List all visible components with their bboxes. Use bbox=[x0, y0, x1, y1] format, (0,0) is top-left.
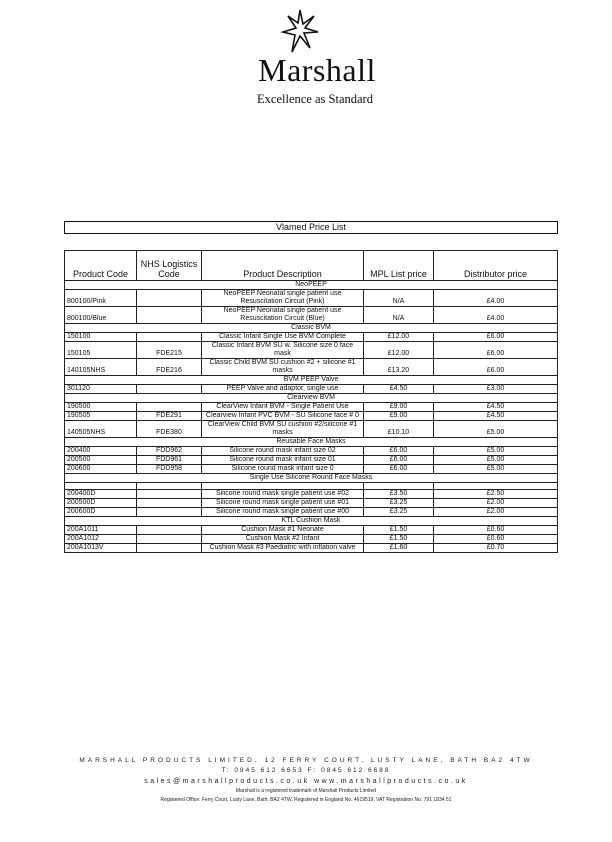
product-code: 150105 bbox=[65, 342, 137, 359]
section-row bbox=[65, 394, 558, 403]
product-code: 190505 bbox=[65, 412, 137, 421]
distributor-price: £0.60 bbox=[434, 526, 558, 535]
nhs-code bbox=[137, 333, 202, 342]
product-description: Classic Infant BVM SU w. Silicone size 0 face mask bbox=[202, 342, 364, 359]
nhs-code: FDD962 bbox=[137, 447, 202, 456]
section-name: BVM PEEP Valve bbox=[65, 376, 558, 385]
distributor-price bbox=[434, 483, 558, 490]
product-description: Silicone round mask infant size 02 bbox=[202, 447, 364, 456]
section-row bbox=[65, 376, 558, 385]
table-body bbox=[65, 281, 558, 553]
product-code: 200600D bbox=[65, 508, 137, 517]
product-code: 150100 bbox=[65, 333, 137, 342]
product-description: Cushion Mask #3 Paediatric with inflation valve bbox=[202, 544, 364, 553]
product-description: Classic Infant Single Use BVM Complete bbox=[202, 333, 364, 342]
mpl-price: £1.50 bbox=[364, 535, 434, 544]
distributor-price: £5.00 bbox=[434, 421, 558, 438]
nhs-code bbox=[137, 535, 202, 544]
distributor-price: £0.60 bbox=[434, 535, 558, 544]
mpl-price: N/A bbox=[364, 307, 434, 324]
distributor-price: £6.00 bbox=[434, 359, 558, 376]
table-row bbox=[65, 483, 558, 490]
product-code: 200400D bbox=[65, 490, 137, 499]
section-row bbox=[65, 324, 558, 333]
table-row bbox=[65, 456, 558, 465]
table-row bbox=[65, 290, 558, 307]
mpl-price: £1.60 bbox=[364, 544, 434, 553]
footer-web: sales@marshallproducts.co.uk www.marshallproducts.co.uk bbox=[144, 778, 468, 785]
product-description: NeoPEEP Neonatal single patient use Resuscitation Circuit (Blue) bbox=[202, 307, 364, 324]
table-row bbox=[65, 412, 558, 421]
section-name: Classic BVM bbox=[65, 324, 558, 333]
mpl-price: £3.25 bbox=[364, 508, 434, 517]
nhs-code: FDE380 bbox=[137, 421, 202, 438]
product-code: 140105NHS bbox=[65, 359, 137, 376]
table-row bbox=[65, 403, 558, 412]
nhs-code bbox=[137, 544, 202, 553]
column-header: Product Code bbox=[65, 251, 137, 281]
mpl-price: £13.20 bbox=[364, 359, 434, 376]
section-row bbox=[65, 517, 558, 526]
distributor-price: £5.00 bbox=[434, 465, 558, 474]
product-description: Silicone round mask single patient use #00 bbox=[202, 508, 364, 517]
footer-registered-office: Registered Office: Ferry Court, Lusty Lane, Bath, BA2 4TW. Registered in England No. 4619519. VAT Registration No. 791 1834 51 bbox=[160, 797, 452, 803]
table-row bbox=[65, 508, 558, 517]
footer-phone: T: 0845 612 6653 F: 0845 612 6688 bbox=[221, 767, 391, 774]
table-row bbox=[65, 333, 558, 342]
distributor-price: £5.00 bbox=[434, 456, 558, 465]
footer-address: MARSHALL PRODUCTS LIMITED, 12 FERRY COURT, LUSTY LANE, BATH BA2 4TW bbox=[79, 757, 533, 764]
table-row bbox=[65, 421, 558, 438]
mpl-price: £6.00 bbox=[364, 465, 434, 474]
mpl-price: £3.25 bbox=[364, 499, 434, 508]
star-logo-icon bbox=[280, 8, 320, 56]
product-code: 200A1012 bbox=[65, 535, 137, 544]
nhs-code bbox=[137, 490, 202, 499]
product-description: Silicone round mask infant size 01 bbox=[202, 456, 364, 465]
product-description: ClearView Child BVM SU cushion #2/silicone #1 masks bbox=[202, 421, 364, 438]
table-row bbox=[65, 385, 558, 394]
table-header-row bbox=[65, 251, 558, 281]
mpl-price: £12.00 bbox=[364, 333, 434, 342]
distributor-price: £2.50 bbox=[434, 490, 558, 499]
table-row bbox=[65, 307, 558, 324]
distributor-price: £0.70 bbox=[434, 544, 558, 553]
distributor-price: £5.00 bbox=[434, 447, 558, 456]
nhs-code: FDD958 bbox=[137, 465, 202, 474]
mpl-price: £10.10 bbox=[364, 421, 434, 438]
column-header: Distributor price bbox=[434, 251, 558, 281]
nhs-code: FDE216 bbox=[137, 359, 202, 376]
table-row bbox=[65, 359, 558, 376]
product-code: 200600 bbox=[65, 465, 137, 474]
nhs-code bbox=[137, 290, 202, 307]
section-name: Reusable Face Masks bbox=[65, 438, 558, 447]
nhs-code bbox=[137, 483, 202, 490]
product-code: 200500 bbox=[65, 456, 137, 465]
price-table bbox=[64, 250, 558, 553]
table-row bbox=[65, 526, 558, 535]
product-description: Silicone round mask single patient use #01 bbox=[202, 499, 364, 508]
nhs-code bbox=[137, 385, 202, 394]
section-row bbox=[65, 281, 558, 290]
product-code: 200A1011 bbox=[65, 526, 137, 535]
distributor-price: £6.00 bbox=[434, 333, 558, 342]
brand-tagline: Excellence as Standard bbox=[257, 92, 373, 106]
column-header: MPL List price bbox=[364, 251, 434, 281]
product-code: 200A1013V bbox=[65, 544, 137, 553]
product-description bbox=[202, 483, 364, 490]
table-row bbox=[65, 490, 558, 499]
product-description: Cushion Mask #1 Neonate bbox=[202, 526, 364, 535]
column-header: Product Description bbox=[202, 251, 364, 281]
table-row bbox=[65, 447, 558, 456]
nhs-code: FDE215 bbox=[137, 342, 202, 359]
mpl-price: £9.00 bbox=[364, 412, 434, 421]
distributor-price: £4.50 bbox=[434, 412, 558, 421]
footer-trademark: Marshall is a registered trademark of Marshall Products Limited bbox=[235, 788, 377, 794]
distributor-price: £2.00 bbox=[434, 499, 558, 508]
product-code: 200500D bbox=[65, 499, 137, 508]
distributor-price: £3.00 bbox=[434, 385, 558, 394]
section-name: NeoPEEP bbox=[65, 281, 558, 290]
nhs-code bbox=[137, 499, 202, 508]
section-name: Clearview BVM bbox=[65, 394, 558, 403]
product-description: Cushion Mask #2 Infant bbox=[202, 535, 364, 544]
table-row bbox=[65, 342, 558, 359]
nhs-code: FDE291 bbox=[137, 412, 202, 421]
nhs-code bbox=[137, 403, 202, 412]
section-row bbox=[65, 438, 558, 447]
product-code: 301120 bbox=[65, 385, 137, 394]
distributor-price: £4.50 bbox=[434, 403, 558, 412]
company-logo bbox=[240, 8, 390, 108]
product-code: 190500 bbox=[65, 403, 137, 412]
distributor-price: £2.00 bbox=[434, 508, 558, 517]
product-code: 140505NHS bbox=[65, 421, 137, 438]
mpl-price bbox=[364, 483, 434, 490]
nhs-code bbox=[137, 307, 202, 324]
distributor-price: £4.00 bbox=[434, 307, 558, 324]
table-row bbox=[65, 544, 558, 553]
table-row bbox=[65, 535, 558, 544]
distributor-price: £4.00 bbox=[434, 290, 558, 307]
nhs-code bbox=[137, 526, 202, 535]
mpl-price: £1.50 bbox=[364, 526, 434, 535]
mpl-price: £6.00 bbox=[364, 456, 434, 465]
product-description: Classic Child BVM SU cushion #2 + silicone #1 masks bbox=[202, 359, 364, 376]
section-name: KTL Cushion Mask bbox=[65, 517, 558, 526]
product-code: 200400 bbox=[65, 447, 137, 456]
mpl-price: £12.00 bbox=[364, 342, 434, 359]
footer bbox=[50, 756, 562, 805]
table-row bbox=[65, 499, 558, 508]
price-list-title: Vlamed Price List bbox=[64, 221, 558, 234]
product-code bbox=[65, 483, 137, 490]
section-name: Single Use Silicone Round Face Masks bbox=[65, 474, 558, 483]
mpl-price: £4.50 bbox=[364, 385, 434, 394]
distributor-price: £6.00 bbox=[434, 342, 558, 359]
product-description: Silicone round mask single patient use #02 bbox=[202, 490, 364, 499]
product-description: PEEP Valve and adaptor, single use bbox=[202, 385, 364, 394]
brand-name: Marshall bbox=[258, 52, 376, 88]
product-description: Silicone round mask infant size 0 bbox=[202, 465, 364, 474]
product-description: Clearview Infant PVC BVM - SU Silicone face # 0 bbox=[202, 412, 364, 421]
mpl-price: £9.00 bbox=[364, 403, 434, 412]
table-row bbox=[65, 465, 558, 474]
mpl-price: N/A bbox=[364, 290, 434, 307]
mpl-price: £6.00 bbox=[364, 447, 434, 456]
nhs-code bbox=[137, 508, 202, 517]
nhs-code: FDD961 bbox=[137, 456, 202, 465]
column-header: NHS Logistics Code bbox=[137, 251, 202, 281]
mpl-price: £3.50 bbox=[364, 490, 434, 499]
section-row bbox=[65, 474, 558, 483]
product-code: 800100/Blue bbox=[65, 307, 137, 324]
product-code: 800100/Pink bbox=[65, 290, 137, 307]
product-description: ClearView Infant BVM - Single Patient Use bbox=[202, 403, 364, 412]
product-description: NeoPEEP Neonatal single patient use Resuscitation Circuit (Pink) bbox=[202, 290, 364, 307]
